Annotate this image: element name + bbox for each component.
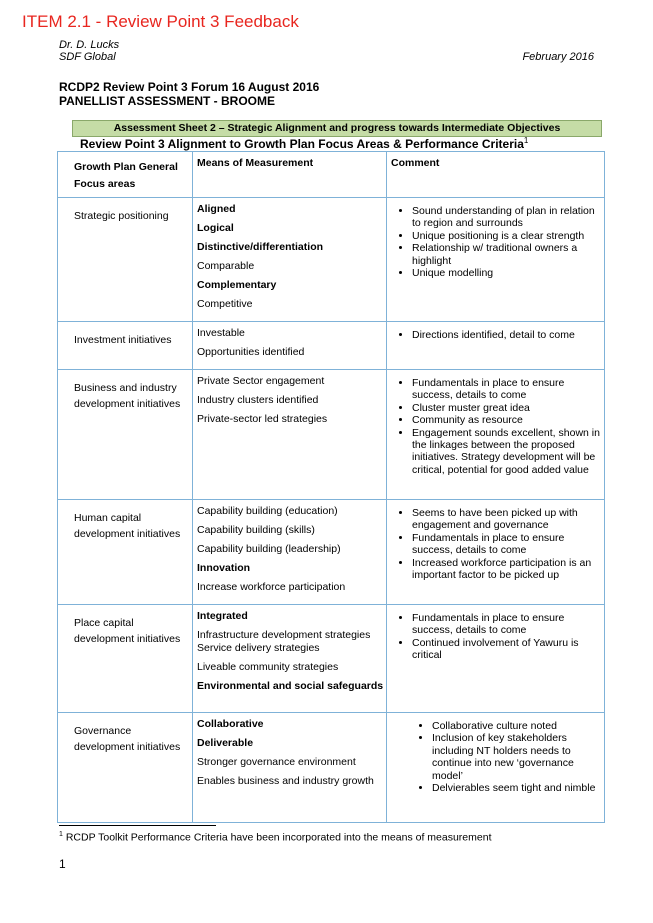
comment-cell: [387, 605, 605, 713]
comment-item: • Relationship w/ traditional owners a highlight: [412, 242, 600, 267]
means-item: Private Sector engagement: [197, 375, 325, 387]
assessment-sheet-banner: Assessment Sheet 2 – Strategic Alignment and progress towards Intermediate Objectives: [72, 120, 602, 137]
focus-area-label: Strategic positioning: [74, 210, 169, 222]
comment-item: • Delvierables seem tight and nimble: [432, 782, 600, 794]
means-item: Private-sector led strategies: [197, 413, 328, 425]
comment-item: • Directions identified, detail to come: [412, 329, 600, 341]
means-item: Infrastructure development strategies Service delivery strategies: [197, 629, 371, 654]
footnote-separator: [59, 825, 216, 826]
focus-area-label: Human capital development initiatives: [74, 512, 181, 540]
means-item: Integrated: [197, 610, 248, 622]
comment-list: [387, 198, 604, 283]
means-list: [193, 198, 386, 321]
comment-item: • Unique positioning is a clear strength: [412, 230, 600, 242]
comment-item: • Unique modelling: [412, 267, 600, 279]
header-comment: [387, 152, 605, 198]
means-cell: [193, 713, 387, 823]
means-item: Stronger governance environment: [197, 756, 356, 768]
footnote-text: RCDP Toolkit Performance Criteria have been incorporated into the means of measurement: [62, 831, 492, 844]
focus-area-label: Place capital development initiatives: [74, 617, 181, 645]
focus-area-label: Governance development initiatives: [74, 725, 181, 753]
comment-item: • Collaborative culture noted: [432, 720, 600, 732]
comment-list: [387, 370, 604, 480]
comment-list: [387, 500, 604, 585]
means-item: Distinctive/differentiation: [197, 241, 324, 253]
means-item: Liveable community strategies: [197, 660, 339, 673]
means-item: Competitive: [197, 298, 253, 310]
focus-area-cell: [58, 500, 193, 605]
comment-list: [387, 322, 604, 345]
comment-cell: [387, 322, 605, 370]
means-item: Aligned: [197, 203, 236, 215]
footnote-mark: 1: [59, 831, 63, 838]
means-item: Logical: [197, 222, 234, 234]
table-row: [58, 322, 605, 370]
means-list: [193, 605, 386, 703]
table-row: [58, 370, 605, 500]
document-title-line2: PANELLIST ASSESSMENT - BROOME: [59, 94, 276, 108]
means-item: Investable: [197, 327, 245, 339]
subtitle-text: Review Point 3 Alignment to Growth Plan Focus Areas & Performance Criteria: [80, 137, 524, 151]
means-list: [193, 713, 386, 798]
focus-area-cell: [58, 322, 193, 370]
means-item: Capability building (skills): [197, 524, 315, 536]
means-item: Environmental and social safeguards: [197, 679, 384, 692]
section-subtitle: [80, 136, 528, 151]
means-item: Collaborative: [197, 718, 264, 730]
comment-item: • Increased workforce participation is an important factor to be picked up: [412, 557, 600, 582]
comment-list: [387, 605, 604, 666]
comment-item: • Inclusion of key stakeholders including NT holders needs to continue into new ‘governance model’: [432, 732, 600, 782]
comment-item: • Sound understanding of plan in relation to region and surrounds: [412, 205, 600, 230]
means-cell: [193, 322, 387, 370]
comment-item: • Cluster muster great idea: [412, 402, 600, 414]
comment-item: • Fundamentals in place to ensure success, details to come: [412, 532, 600, 557]
header-comment-label: Comment: [391, 157, 440, 169]
comment-cell: [387, 713, 605, 823]
comment-cell: [387, 500, 605, 605]
comment-item: • Fundamentals in place to ensure success, details to come: [412, 377, 600, 402]
table-header-row: [58, 152, 605, 198]
means-item: Comparable: [197, 260, 255, 272]
means-item: Capability building (education): [197, 505, 338, 517]
focus-area-label: Business and industry development initiatives: [74, 382, 181, 410]
author: Dr. D. Lucks: [59, 39, 120, 51]
header-means-label: Means of Measurement: [197, 157, 314, 169]
comment-item: • Community as resource: [412, 414, 600, 426]
means-list: [193, 500, 386, 604]
means-item: Complementary: [197, 279, 277, 291]
focus-area-cell: [58, 198, 193, 322]
means-list: [193, 322, 386, 369]
table-row: [58, 500, 605, 605]
focus-area-cell: [58, 605, 193, 713]
footnote: [59, 831, 491, 844]
means-item: Opportunities identified: [197, 346, 305, 358]
means-item: Deliverable: [197, 737, 254, 749]
comment-item: • Fundamentals in place to ensure success, details to come: [412, 612, 600, 637]
table-row: [58, 198, 605, 322]
table-row: [58, 605, 605, 713]
subtitle-footnote-mark: 1: [523, 136, 529, 145]
comment-cell: [387, 198, 605, 322]
means-cell: [193, 605, 387, 713]
organization: SDF Global: [59, 51, 116, 63]
comment-cell: [387, 370, 605, 500]
assessment-table: [57, 151, 605, 823]
document-title-line1: RCDP2 Review Point 3 Forum 16 August 2016: [59, 80, 320, 94]
comment-item: • Continued involvement of Yawuru is critical: [412, 637, 600, 662]
means-cell: [193, 370, 387, 500]
means-item: Increase workforce participation: [197, 581, 346, 593]
means-item: Capability building (leadership): [197, 543, 341, 555]
means-list: [193, 370, 386, 436]
comment-item: • Engagement sounds excellent, shown in the linkages between the proposed initiatives. Strategy development will be critical, potential for good added value: [412, 427, 600, 477]
means-item: Enables business and industry growth: [197, 775, 374, 787]
focus-area-cell: [58, 713, 193, 823]
means-item: Innovation: [197, 562, 251, 574]
comment-item: • Seems to have been picked up with engagement and governance: [412, 507, 600, 532]
item-title: ITEM 2.1 - Review Point 3 Feedback: [22, 12, 299, 31]
document-date: February 2016: [522, 51, 594, 63]
table-row: [58, 713, 605, 823]
header-means: [193, 152, 387, 198]
header-focus-areas: [58, 152, 193, 198]
header-focus-areas-label: Growth Plan General Focus areas: [74, 161, 178, 190]
means-cell: [193, 198, 387, 322]
comment-list: [387, 713, 604, 798]
page-number: 1: [59, 857, 66, 871]
focus-area-label: Investment initiatives: [74, 334, 172, 346]
means-item: Industry clusters identified: [197, 394, 319, 406]
means-cell: [193, 500, 387, 605]
focus-area-cell: [58, 370, 193, 500]
